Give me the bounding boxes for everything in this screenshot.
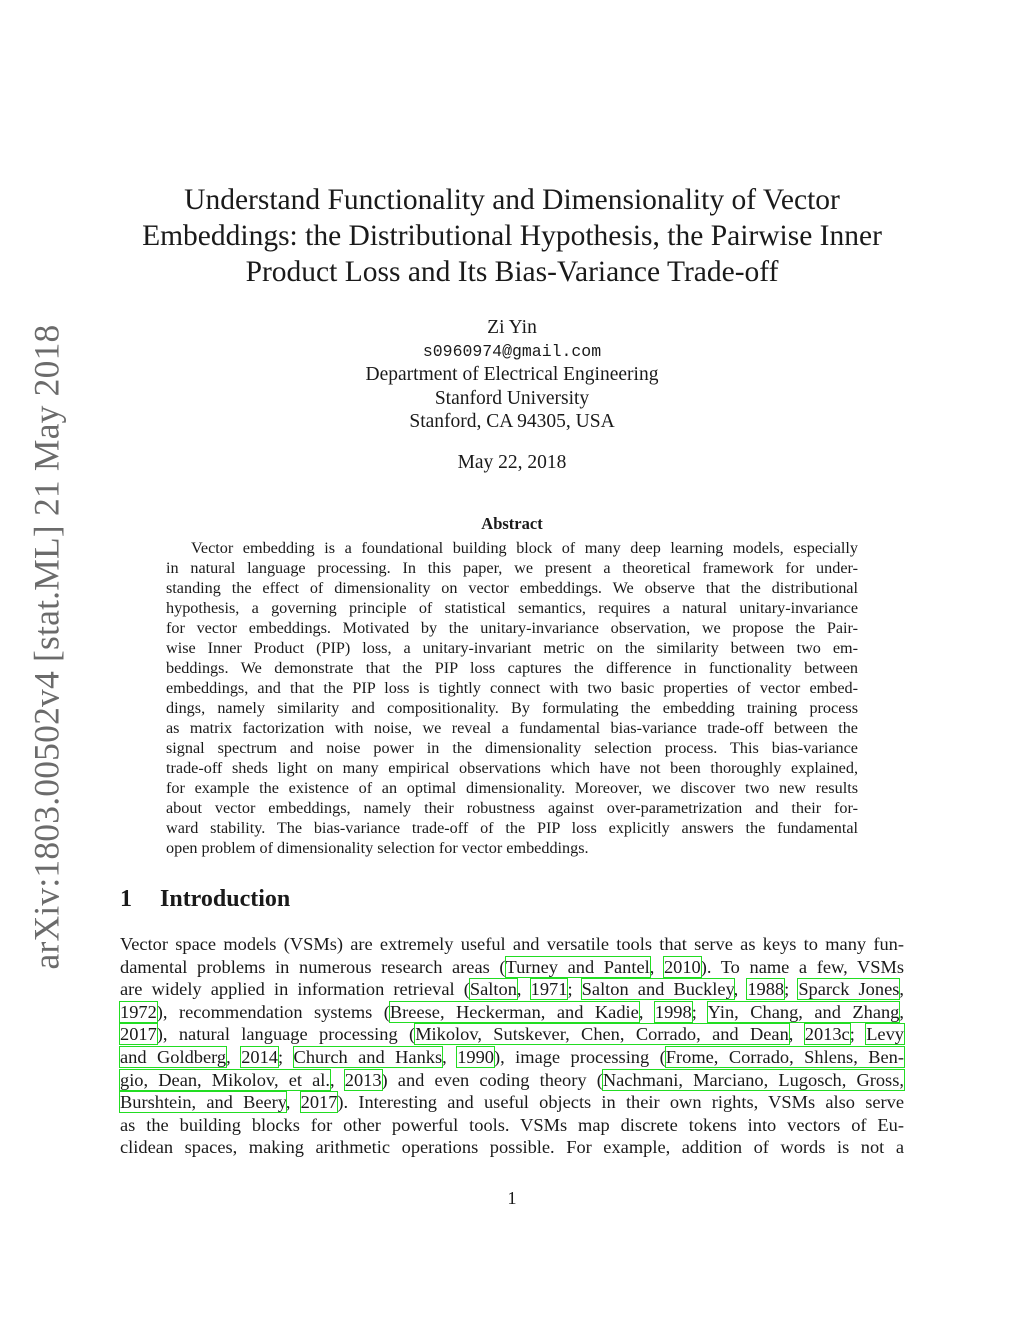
abstract-line: signal spectrum and noise power in the dimensionality selection process. This bias-variance bbox=[166, 739, 858, 757]
citation-separator: , bbox=[733, 979, 748, 1000]
citation-separator: , bbox=[788, 1024, 805, 1045]
author-name: Zi Yin bbox=[487, 317, 537, 338]
abstract-line: embeddings, and that the PIP loss is tightly connect with two basic properties of vector embed- bbox=[166, 679, 858, 697]
citation-separator: , bbox=[649, 956, 664, 977]
body-text-run: ) and even coding theory ( bbox=[381, 1069, 603, 1090]
section-number: 1 bbox=[120, 886, 132, 912]
abstract-body bbox=[166, 538, 858, 858]
citation-separator: ; bbox=[277, 1046, 294, 1067]
citation-link[interactable]: Salton bbox=[469, 979, 517, 1000]
citation-link[interactable]: gio, Dean, Mikolov, et al. bbox=[120, 1069, 330, 1090]
body-text-run: ). Interesting and useful objects in their own rights, VSMs also serve bbox=[337, 1092, 904, 1113]
citation-year-link[interactable]: 1972 bbox=[120, 1001, 157, 1022]
citation-link[interactable]: Burshtein, and Beery bbox=[120, 1092, 286, 1113]
citation-separator: , bbox=[442, 1046, 458, 1067]
abstract-line: in natural language processing. In this paper, we present a theoretical framework for under- bbox=[166, 559, 858, 577]
citation-link[interactable]: Sparck Jones bbox=[798, 979, 900, 1000]
body-line bbox=[120, 1046, 904, 1069]
abstract-line: ward stability. The bias-variance trade-off of the PIP loss explicitly answers the fundamental bbox=[166, 819, 858, 837]
citation-year-link[interactable]: 2010 bbox=[663, 956, 701, 977]
body-line bbox=[120, 1069, 904, 1092]
citation-link[interactable]: Breese, Heckerman, and Kadie bbox=[389, 1001, 639, 1022]
arxiv-id: arXiv:1803.00502v4 [stat.ML] 21 May 2018 bbox=[26, 324, 66, 970]
citation-separator: ; bbox=[567, 979, 582, 1000]
section-heading bbox=[120, 886, 290, 913]
body-line bbox=[120, 1091, 904, 1114]
citation-link[interactable]: Yin, Chang, and Zhang bbox=[707, 1001, 900, 1022]
citation-separator: , bbox=[638, 1001, 655, 1022]
abstract-heading: Abstract bbox=[481, 514, 543, 533]
citation-link[interactable]: Mikolov, Sutskever, Chen, Corrado, and Dean bbox=[415, 1024, 789, 1045]
abstract-line: for vector embeddings. Motivated by the unitary-invariance observation, we propose the Pair- bbox=[166, 619, 858, 637]
citation-year-link[interactable]: 1998 bbox=[654, 1001, 692, 1022]
citation-year-link[interactable]: 2017 bbox=[300, 1092, 338, 1113]
paper-date: May 22, 2018 bbox=[457, 452, 567, 473]
citation-link[interactable]: Levy bbox=[866, 1024, 904, 1045]
author-university: Stanford University bbox=[434, 387, 590, 409]
citation-separator: ; bbox=[849, 1024, 867, 1045]
citation-year-link[interactable]: 2013 bbox=[344, 1069, 382, 1090]
title-line: Embeddings: the Distributional Hypothesis, the Pairwise Inner bbox=[142, 220, 882, 252]
author-location: Stanford, CA 94305, USA bbox=[409, 411, 615, 432]
citation-link[interactable]: Frome, Corrado, Shlens, Ben- bbox=[665, 1046, 905, 1067]
body-line bbox=[120, 1114, 904, 1137]
body-line bbox=[120, 956, 904, 979]
citation-year-link[interactable]: 1988 bbox=[747, 979, 785, 1000]
body-text-run: , bbox=[899, 979, 904, 1000]
body-line bbox=[120, 1023, 904, 1046]
body-line bbox=[120, 978, 904, 1001]
body-text-run: ). To name a few, VSMs bbox=[700, 956, 904, 977]
citation-link[interactable]: and Goldberg bbox=[120, 1046, 227, 1067]
body-text-run: ), natural language processing ( bbox=[156, 1024, 416, 1045]
citation-separator: , bbox=[226, 1046, 242, 1067]
abstract-line: about vector embeddings, namely their robustness against over-parametrization and their for- bbox=[166, 799, 858, 817]
arxiv-sidebar-stamp bbox=[24, 324, 68, 970]
body-text-run: , bbox=[899, 1001, 904, 1022]
body-text-run: ), image processing ( bbox=[493, 1046, 666, 1067]
body-text-run: as the building blocks for other powerful tools. VSMs map discrete tokens into vectors of Eu- bbox=[120, 1114, 904, 1135]
body-text-run: ), recommendation systems ( bbox=[156, 1001, 390, 1022]
abstract-line: for example the existence of an optimal dimensionality. Moreover, we discover two new results bbox=[166, 779, 858, 797]
citation-separator: , bbox=[285, 1092, 301, 1113]
citation-separator: ; bbox=[691, 1001, 708, 1022]
body-line bbox=[120, 1001, 904, 1024]
body-text-run: clidean spaces, making arithmetic operations possible. For example, addition of words is not a bbox=[120, 1137, 904, 1158]
citation-link[interactable]: Turney and Pantel bbox=[505, 956, 650, 977]
citation-year-link[interactable]: 2014 bbox=[241, 1046, 278, 1067]
citation-link[interactable]: Salton and Buckley bbox=[581, 979, 734, 1000]
citation-year-link[interactable]: 1990 bbox=[457, 1046, 494, 1067]
abstract-line: dings, namely similarity and compositionality. By formulating the embedding training process bbox=[166, 699, 858, 717]
abstract-line: Vector embedding is a foundational building block of many deep learning models, especially bbox=[191, 539, 858, 557]
body-text-run: Vector space models (VSMs) are extremely useful and versatile tools that serve as keys to many fun- bbox=[120, 934, 904, 954]
body-line bbox=[120, 1136, 904, 1159]
abstract-line: standing the effect of dimensionality on vector embeddings. We observe that the distributional bbox=[166, 579, 858, 597]
citation-separator: ; bbox=[784, 979, 799, 1000]
introduction-body bbox=[120, 933, 904, 1159]
abstract-line: wise Inner Product (PIP) loss, a unitary-invariant metric on the similarity between two em- bbox=[166, 639, 858, 657]
page-number: 1 bbox=[507, 1188, 517, 1208]
body-text-run: are widely applied in information retrieval ( bbox=[120, 979, 470, 1000]
author-block bbox=[120, 316, 904, 434]
citation-year-link[interactable]: 2017 bbox=[120, 1024, 157, 1045]
section-title: Introduction bbox=[160, 886, 291, 912]
citation-separator: , bbox=[330, 1069, 345, 1090]
paper-title bbox=[120, 182, 904, 290]
abstract-line: open problem of dimensionality selection for vector embeddings. bbox=[166, 839, 589, 857]
abstract-line: trade-off sheds light on many empirical observations which have not been thoroughly explained, bbox=[166, 759, 858, 777]
citation-link[interactable]: Church and Hanks bbox=[293, 1046, 443, 1067]
title-line: Understand Functionality and Dimensionality of Vector bbox=[184, 184, 840, 216]
author-email: s0960974@gmail.com bbox=[422, 341, 602, 361]
citation-link[interactable]: Nachmani, Marciano, Lugosch, Gross, bbox=[602, 1069, 904, 1090]
citation-year-link[interactable]: 2013c bbox=[804, 1024, 850, 1045]
author-department: Department of Electrical Engineering bbox=[365, 364, 659, 385]
body-text-run: damental problems in numerous research areas ( bbox=[120, 956, 506, 977]
abstract-line: as matrix factorization with noise, we reveal a fundamental bias-variance trade-off between the bbox=[166, 719, 858, 737]
citation-separator: , bbox=[516, 979, 531, 1000]
body-line bbox=[120, 933, 904, 956]
citation-year-link[interactable]: 1971 bbox=[530, 979, 568, 1000]
abstract-line: hypothesis, a governing principle of statistical semantics, requires a natural unitary-invariance bbox=[166, 599, 858, 617]
title-line: Product Loss and Its Bias-Variance Trade-off bbox=[245, 256, 779, 288]
abstract-line: beddings. We demonstrate that the PIP loss captures the difference in functionality between bbox=[166, 659, 858, 677]
